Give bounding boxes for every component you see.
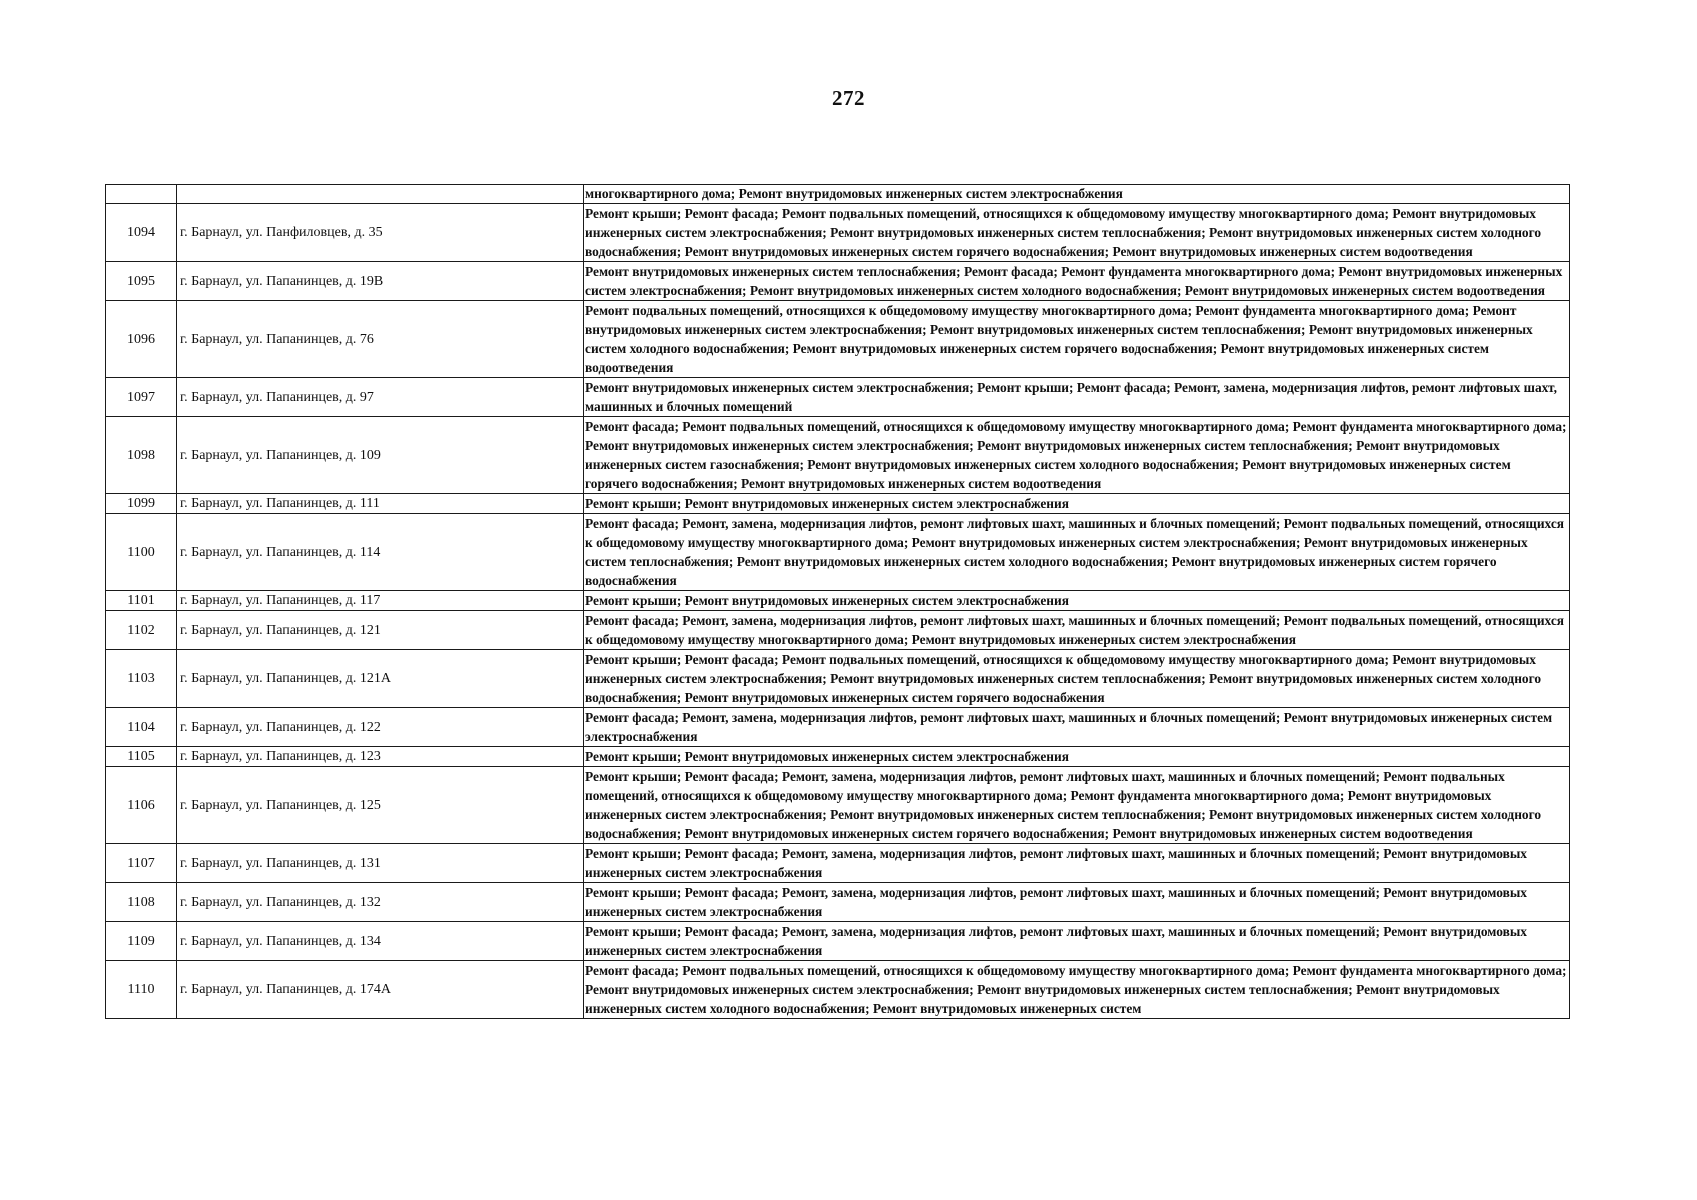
- table-row: [106, 378, 1570, 417]
- row-number-cell: 1101: [106, 591, 177, 611]
- row-works-cell: многоквартирного дома; Ремонт внутридомовых инженерных систем электроснабжения: [584, 185, 1570, 204]
- row-number-cell: 1108: [106, 883, 177, 922]
- table-row: [106, 514, 1570, 591]
- continued-row: [106, 185, 1570, 204]
- row-works-cell: Ремонт крыши; Ремонт фасада; Ремонт, замена, модернизация лифтов, ремонт лифтовых шахт, машинных и блочных помещений; Ремонт подвальных помещений, относящихся к общедомовому имуществу многоквартирного дома; Ремонт фундамента многоквартирного дома; Ремонт внутридомовых инженерных систем электроснабжения; Ремонт внутридомовых инженерных систем теплоснабжения; Ремонт внутридомовых инженерных систем холодного водоснабжения; Ремонт внутридомовых инженерных систем горячего водоснабжения; Ремонт внутридомовых инженерных систем водоотведения: [584, 767, 1570, 844]
- row-address-cell: г. Барнаул, ул. Папанинцев, д. 109: [177, 417, 584, 494]
- table-row: [106, 301, 1570, 378]
- row-address-cell: г. Барнаул, ул. Папанинцев, д. 19В: [177, 262, 584, 301]
- table-row: [106, 650, 1570, 708]
- row-number-cell: 1106: [106, 767, 177, 844]
- register-table-body: [106, 185, 1570, 1019]
- row-address-cell: г. Барнаул, ул. Папанинцев, д. 114: [177, 514, 584, 591]
- row-works-cell: Ремонт крыши; Ремонт внутридомовых инженерных систем электроснабжения: [584, 494, 1570, 514]
- row-works-cell: Ремонт фасада; Ремонт, замена, модернизация лифтов, ремонт лифтовых шахт, машинных и блочных помещений; Ремонт подвальных помещений, относящихся к общедомовому имуществу многоквартирного дома; Ремонт внутридомовых инженерных систем электроснабжения: [584, 611, 1570, 650]
- row-works-cell: Ремонт подвальных помещений, относящихся к общедомовому имуществу многоквартирного дома; Ремонт фундамента многоквартирного дома; Ремонт внутридомовых инженерных систем электроснабжения; Ремонт внутридомовых инженерных систем теплоснабжения; Ремонт внутридомовых инженерных систем холодного водоснабжения; Ремонт внутридомовых инженерных систем горячего водоснабжения; Ремонт внутридомовых инженерных систем водоотведения: [584, 301, 1570, 378]
- row-number-cell: 1100: [106, 514, 177, 591]
- row-address-cell: г. Барнаул, ул. Панфиловцев, д. 35: [177, 204, 584, 262]
- table-row: [106, 262, 1570, 301]
- row-address-cell: г. Барнаул, ул. Папанинцев, д. 122: [177, 708, 584, 747]
- row-works-cell: Ремонт крыши; Ремонт фасада; Ремонт, замена, модернизация лифтов, ремонт лифтовых шахт, машинных и блочных помещений; Ремонт внутридомовых инженерных систем электроснабжения: [584, 844, 1570, 883]
- row-address-cell: г. Барнаул, ул. Папанинцев, д. 134: [177, 922, 584, 961]
- row-address-cell: г. Барнаул, ул. Папанинцев, д. 76: [177, 301, 584, 378]
- row-works-cell: Ремонт крыши; Ремонт внутридомовых инженерных систем электроснабжения: [584, 747, 1570, 767]
- row-works-cell: Ремонт крыши; Ремонт фасада; Ремонт подвальных помещений, относящихся к общедомовому имуществу многоквартирного дома; Ремонт внутридомовых инженерных систем электроснабжения; Ремонт внутридомовых инженерных систем теплоснабжения; Ремонт внутридомовых инженерных систем холодного водоснабжения; Ремонт внутридомовых инженерных систем горячего водоснабжения; Ремонт внутридомовых инженерных систем водоотведения: [584, 204, 1570, 262]
- row-works-cell: Ремонт крыши; Ремонт внутридомовых инженерных систем электроснабжения: [584, 591, 1570, 611]
- row-address-cell: г. Барнаул, ул. Папанинцев, д. 117: [177, 591, 584, 611]
- row-number-cell: 1104: [106, 708, 177, 747]
- row-number-cell: 1098: [106, 417, 177, 494]
- row-number-cell: 1105: [106, 747, 177, 767]
- page-number: 272: [832, 86, 865, 110]
- table-row: [106, 844, 1570, 883]
- row-number-cell: 1099: [106, 494, 177, 514]
- row-number-cell: 1109: [106, 922, 177, 961]
- row-address-cell: г. Барнаул, ул. Папанинцев, д. 97: [177, 378, 584, 417]
- table-row: [106, 708, 1570, 747]
- table-row: [106, 922, 1570, 961]
- row-works-cell: Ремонт фасада; Ремонт подвальных помещений, относящихся к общедомовому имуществу многоквартирного дома; Ремонт фундамента многоквартирного дома; Ремонт внутридомовых инженерных систем электроснабжения; Ремонт внутридомовых инженерных систем теплоснабжения; Ремонт внутридомовых инженерных систем газоснабжения; Ремонт внутридомовых инженерных систем холодного водоснабжения; Ремонт внутридомовых инженерных систем горячего водоснабжения; Ремонт внутридомовых инженерных систем водоотведения: [584, 417, 1570, 494]
- table-row: [106, 204, 1570, 262]
- register-table: [105, 184, 1570, 1019]
- row-works-cell: Ремонт фасада; Ремонт, замена, модернизация лифтов, ремонт лифтовых шахт, машинных и блочных помещений; Ремонт внутридомовых инженерных систем электроснабжения: [584, 708, 1570, 747]
- row-address-cell: г. Барнаул, ул. Папанинцев, д. 123: [177, 747, 584, 767]
- row-number-cell: 1103: [106, 650, 177, 708]
- row-address-cell: г. Барнаул, ул. Папанинцев, д. 125: [177, 767, 584, 844]
- row-number-cell: 1097: [106, 378, 177, 417]
- table-row: [106, 417, 1570, 494]
- row-number-cell: 1096: [106, 301, 177, 378]
- row-number-cell: 1102: [106, 611, 177, 650]
- row-number-cell: 1095: [106, 262, 177, 301]
- row-address-cell: г. Барнаул, ул. Папанинцев, д. 174А: [177, 961, 584, 1019]
- table-row: [106, 611, 1570, 650]
- row-address-cell: г. Барнаул, ул. Папанинцев, д. 121А: [177, 650, 584, 708]
- table-row: [106, 883, 1570, 922]
- table-row: [106, 747, 1570, 767]
- row-works-cell: Ремонт внутридомовых инженерных систем теплоснабжения; Ремонт фасада; Ремонт фундамента многоквартирного дома; Ремонт внутридомовых инженерных систем электроснабжения; Ремонт внутридомовых инженерных систем холодного водоснабжения; Ремонт внутридомовых инженерных систем водоотведения: [584, 262, 1570, 301]
- row-address-cell: [177, 185, 584, 204]
- table-row: [106, 767, 1570, 844]
- row-works-cell: Ремонт фасада; Ремонт подвальных помещений, относящихся к общедомовому имуществу многоквартирного дома; Ремонт фундамента многоквартирного дома; Ремонт внутридомовых инженерных систем электроснабжения; Ремонт внутридомовых инженерных систем теплоснабжения; Ремонт внутридомовых инженерных систем холодного водоснабжения; Ремонт внутридомовых инженерных систем: [584, 961, 1570, 1019]
- row-works-cell: Ремонт крыши; Ремонт фасада; Ремонт подвальных помещений, относящихся к общедомовому имуществу многоквартирного дома; Ремонт внутридомовых инженерных систем электроснабжения; Ремонт внутридомовых инженерных систем теплоснабжения; Ремонт внутридомовых инженерных систем холодного водоснабжения; Ремонт внутридомовых инженерных систем горячего водоснабжения: [584, 650, 1570, 708]
- row-number-cell: 1094: [106, 204, 177, 262]
- table-row: [106, 961, 1570, 1019]
- row-works-cell: Ремонт крыши; Ремонт фасада; Ремонт, замена, модернизация лифтов, ремонт лифтовых шахт, машинных и блочных помещений; Ремонт внутридомовых инженерных систем электроснабжения: [584, 883, 1570, 922]
- row-works-cell: Ремонт фасада; Ремонт, замена, модернизация лифтов, ремонт лифтовых шахт, машинных и блочных помещений; Ремонт подвальных помещений, относящихся к общедомовому имуществу многоквартирного дома; Ремонт внутридомовых инженерных систем электроснабжения; Ремонт внутридомовых инженерных систем теплоснабжения; Ремонт внутридомовых инженерных систем холодного водоснабжения; Ремонт внутридомовых инженерных систем горячего водоснабжения: [584, 514, 1570, 591]
- table-row: [106, 494, 1570, 514]
- row-number-cell: 1107: [106, 844, 177, 883]
- row-address-cell: г. Барнаул, ул. Папанинцев, д. 111: [177, 494, 584, 514]
- row-works-cell: Ремонт внутридомовых инженерных систем электроснабжения; Ремонт крыши; Ремонт фасада; Ремонт, замена, модернизация лифтов, ремонт лифтовых шахт, машинных и блочных помещений: [584, 378, 1570, 417]
- row-number-cell: 1110: [106, 961, 177, 1019]
- row-address-cell: г. Барнаул, ул. Папанинцев, д. 121: [177, 611, 584, 650]
- row-address-cell: г. Барнаул, ул. Папанинцев, д. 131: [177, 844, 584, 883]
- row-number-cell: [106, 185, 177, 204]
- table-row: [106, 591, 1570, 611]
- row-works-cell: Ремонт крыши; Ремонт фасада; Ремонт, замена, модернизация лифтов, ремонт лифтовых шахт, машинных и блочных помещений; Ремонт внутридомовых инженерных систем электроснабжения: [584, 922, 1570, 961]
- row-address-cell: г. Барнаул, ул. Папанинцев, д. 132: [177, 883, 584, 922]
